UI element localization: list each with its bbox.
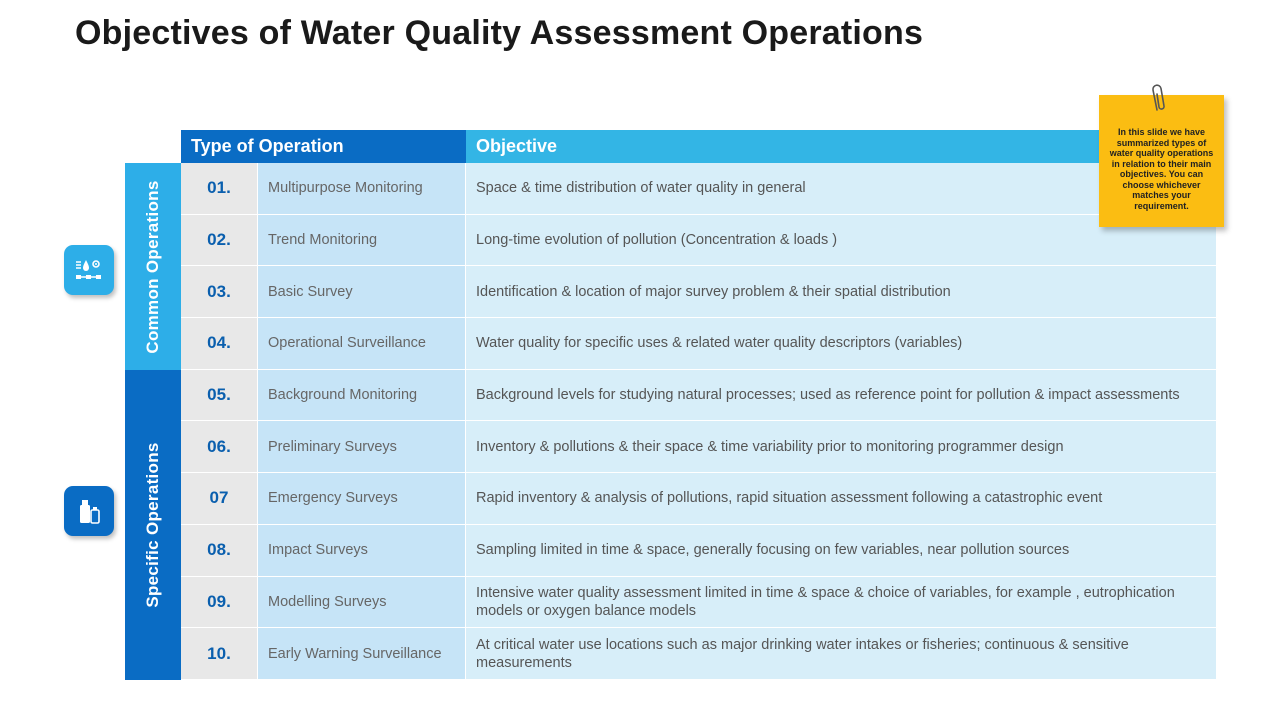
row-objective: Background levels for studying natural processes; used as reference point for pollution & impact assessments bbox=[466, 370, 1216, 421]
row-number: 01. bbox=[181, 163, 258, 214]
row-objective: Intensive water quality assessment limited in time & space & choice of variables, for example , eutrophication models or oxygen balance models bbox=[466, 577, 1216, 628]
operations-table bbox=[181, 163, 1216, 680]
row-type: Impact Surveys bbox=[258, 525, 466, 576]
table-row bbox=[181, 421, 1216, 473]
row-objective: Long-time evolution of pollution (Concentration & loads ) bbox=[466, 215, 1216, 266]
row-objective: Rapid inventory & analysis of pollutions, rapid situation assessment following a catastrophic event bbox=[466, 473, 1216, 524]
water-bottle-icon bbox=[64, 486, 114, 536]
table-row bbox=[181, 163, 1216, 215]
row-type: Modelling Surveys bbox=[258, 577, 466, 628]
row-objective: Water quality for specific uses & related water quality descriptors (variables) bbox=[466, 318, 1216, 369]
row-type: Operational Surveillance bbox=[258, 318, 466, 369]
paperclip-icon bbox=[1150, 82, 1172, 116]
row-type: Basic Survey bbox=[258, 266, 466, 317]
table-row bbox=[181, 525, 1216, 577]
row-number: 07 bbox=[181, 473, 258, 524]
row-type: Early Warning Surveillance bbox=[258, 628, 466, 679]
row-objective: Inventory & pollutions & their space & time variability prior to monitoring programmer design bbox=[466, 421, 1216, 472]
row-number: 03. bbox=[181, 266, 258, 317]
sticky-note: In this slide we have summarized types of water quality operations in relation to their main objectives. You can choose whichever matches your requirement. bbox=[1099, 95, 1224, 227]
group-specific-label: Specific Operations bbox=[143, 442, 162, 608]
table-row bbox=[181, 370, 1216, 422]
row-number: 04. bbox=[181, 318, 258, 369]
page-title: Objectives of Water Quality Assessment Operations bbox=[75, 14, 924, 52]
group-specific-operations bbox=[125, 370, 181, 680]
row-number: 02. bbox=[181, 215, 258, 266]
table-row bbox=[181, 577, 1216, 629]
table-row bbox=[181, 473, 1216, 525]
group-common-operations bbox=[125, 163, 181, 370]
row-type: Emergency Surveys bbox=[258, 473, 466, 524]
row-number: 08. bbox=[181, 525, 258, 576]
row-type: Trend Monitoring bbox=[258, 215, 466, 266]
header-objective: Objective bbox=[466, 130, 1216, 163]
row-number: 10. bbox=[181, 628, 258, 679]
water-treatment-icon bbox=[64, 245, 114, 295]
row-objective: At critical water use locations such as major drinking water intakes or fisheries; continuous & sensitive measurements bbox=[466, 628, 1216, 679]
row-number: 09. bbox=[181, 577, 258, 628]
row-type: Preliminary Surveys bbox=[258, 421, 466, 472]
row-objective: Space & time distribution of water quality in general bbox=[466, 163, 1216, 214]
row-type: Multipurpose Monitoring bbox=[258, 163, 466, 214]
row-objective: Sampling limited in time & space, generally focusing on few variables, near pollution sources bbox=[466, 525, 1216, 576]
group-common-label: Common Operations bbox=[143, 179, 162, 354]
row-number: 05. bbox=[181, 370, 258, 421]
row-type: Background Monitoring bbox=[258, 370, 466, 421]
table-row bbox=[181, 266, 1216, 318]
table-row bbox=[181, 628, 1216, 680]
table-row bbox=[181, 318, 1216, 370]
table-row bbox=[181, 215, 1216, 267]
header-type-of-operation: Type of Operation bbox=[181, 130, 466, 163]
row-number: 06. bbox=[181, 421, 258, 472]
row-objective: Identification & location of major survey problem & their spatial distribution bbox=[466, 266, 1216, 317]
